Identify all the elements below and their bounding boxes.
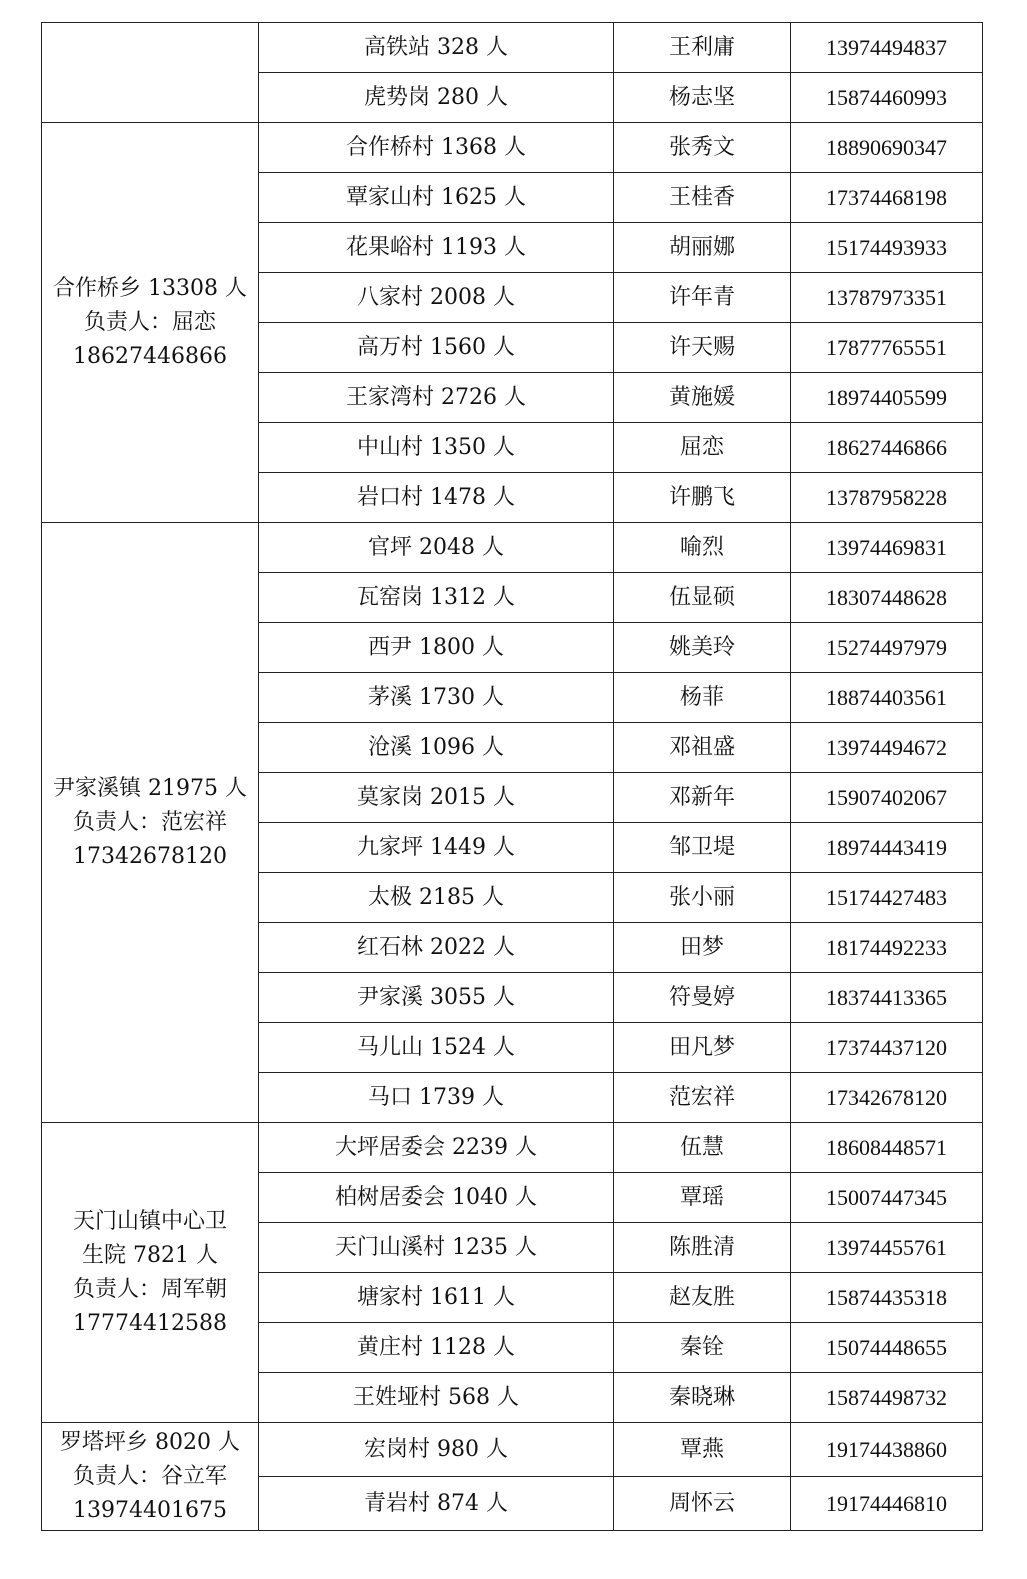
region-line: 合作桥乡 13308 人: [53, 275, 247, 301]
contact-name-cell: 喻烈: [614, 523, 791, 573]
contact-name-cell: 邓新年: [614, 773, 791, 823]
region-line: 尹家溪镇 21975 人: [53, 775, 247, 801]
village-cell: 王姓垭村 568 人: [259, 1373, 614, 1423]
village-cell: 茅溪 1730 人: [259, 673, 614, 723]
region-cell: [42, 123, 259, 523]
phone-cell: 13974494672: [791, 723, 983, 773]
village-cell: 天门山溪村 1235 人: [259, 1223, 614, 1273]
region-line: 18627446866: [73, 343, 227, 369]
contact-name-cell: 张小丽: [614, 873, 791, 923]
region-line: 天门山镇中心卫: [72, 1208, 227, 1234]
village-cell: 塘家村 1611 人: [259, 1273, 614, 1323]
phone-cell: 18627446866: [791, 423, 983, 473]
contact-name-cell: 覃燕: [614, 1423, 791, 1477]
village-cell: 官坪 2048 人: [259, 523, 614, 573]
contact-name-cell: 伍显硕: [614, 573, 791, 623]
village-cell: 青岩村 874 人: [259, 1477, 614, 1531]
village-cell: 王家湾村 2726 人: [259, 373, 614, 423]
table-row: [42, 1123, 983, 1173]
contact-name-cell: 张秀文: [614, 123, 791, 173]
village-cell: 花果峪村 1193 人: [259, 223, 614, 273]
village-cell: 中山村 1350 人: [259, 423, 614, 473]
region-line: 罗塔坪乡 8020 人: [60, 1429, 240, 1455]
contact-name-cell: 胡丽娜: [614, 223, 791, 273]
phone-cell: 15874460993: [791, 73, 983, 123]
village-cell: 高铁站 328 人: [259, 23, 614, 73]
village-cell: 西尹 1800 人: [259, 623, 614, 673]
contact-name-cell: 黄施媛: [614, 373, 791, 423]
region-line: 17774412588: [73, 1310, 227, 1336]
village-cell: 马口 1739 人: [259, 1073, 614, 1123]
table-body: [42, 23, 983, 1531]
contact-name-cell: 符曼婷: [614, 973, 791, 1023]
contact-name-cell: 杨志坚: [614, 73, 791, 123]
village-cell: 覃家山村 1625 人: [259, 173, 614, 223]
phone-cell: 18174492233: [791, 923, 983, 973]
region-cell: [42, 1423, 259, 1531]
region-line: 负责人：范宏祥: [72, 809, 227, 835]
contact-name-cell: 田凡梦: [614, 1023, 791, 1073]
village-cell: 红石林 2022 人: [259, 923, 614, 973]
contact-table-container: [41, 22, 983, 1531]
phone-cell: 18974405599: [791, 373, 983, 423]
region-cell: [42, 523, 259, 1123]
village-cell: 大坪居委会 2239 人: [259, 1123, 614, 1173]
contact-name-cell: 陈胜清: [614, 1223, 791, 1273]
phone-cell: 15874435318: [791, 1273, 983, 1323]
village-cell: 宏岗村 980 人: [259, 1423, 614, 1477]
phone-cell: 15874498732: [791, 1373, 983, 1423]
table-row: [42, 123, 983, 173]
phone-cell: 13974469831: [791, 523, 983, 573]
phone-cell: 18374413365: [791, 973, 983, 1023]
contact-name-cell: 许年青: [614, 273, 791, 323]
contact-name-cell: 杨菲: [614, 673, 791, 723]
region-line: 负责人：谷立军: [72, 1463, 227, 1489]
contact-name-cell: 王桂香: [614, 173, 791, 223]
phone-cell: 13974455761: [791, 1223, 983, 1273]
phone-cell: 17374468198: [791, 173, 983, 223]
phone-cell: 15907402067: [791, 773, 983, 823]
village-cell: 太极 2185 人: [259, 873, 614, 923]
contact-name-cell: 许天赐: [614, 323, 791, 373]
village-cell: 八家村 2008 人: [259, 273, 614, 323]
contact-name-cell: 许鹏飞: [614, 473, 791, 523]
table-row: [42, 1423, 983, 1477]
table-row: [42, 23, 983, 73]
region-line: 负责人：屈恋: [83, 309, 216, 335]
phone-cell: 18874403561: [791, 673, 983, 723]
village-cell: 沧溪 1096 人: [259, 723, 614, 773]
village-cell: 马儿山 1524 人: [259, 1023, 614, 1073]
village-cell: 岩口村 1478 人: [259, 473, 614, 523]
contact-name-cell: 田梦: [614, 923, 791, 973]
contact-name-cell: 周怀云: [614, 1477, 791, 1531]
contact-name-cell: 秦铨: [614, 1323, 791, 1373]
phone-cell: 17877765551: [791, 323, 983, 373]
phone-cell: 18307448628: [791, 573, 983, 623]
village-cell: 莫家岗 2015 人: [259, 773, 614, 823]
region-cell: [42, 1123, 259, 1423]
phone-cell: 13787973351: [791, 273, 983, 323]
village-cell: 合作桥村 1368 人: [259, 123, 614, 173]
phone-cell: 15007447345: [791, 1173, 983, 1223]
phone-cell: 19174438860: [791, 1423, 983, 1477]
village-cell: 黄庄村 1128 人: [259, 1323, 614, 1373]
phone-cell: 15174427483: [791, 873, 983, 923]
village-cell: 虎势岗 280 人: [259, 73, 614, 123]
village-cell: 瓦窑岗 1312 人: [259, 573, 614, 623]
phone-cell: 15174493933: [791, 223, 983, 273]
phone-cell: 18608448571: [791, 1123, 983, 1173]
contact-name-cell: 邹卫堤: [614, 823, 791, 873]
contact-name-cell: 屈恋: [614, 423, 791, 473]
region-line: 13974401675: [73, 1497, 227, 1523]
village-cell: 尹家溪 3055 人: [259, 973, 614, 1023]
village-cell: 九家坪 1449 人: [259, 823, 614, 873]
phone-cell: 13974494837: [791, 23, 983, 73]
region-line: 17342678120: [73, 843, 227, 869]
phone-cell: 19174446810: [791, 1477, 983, 1531]
phone-cell: 17342678120: [791, 1073, 983, 1123]
region-line: 负责人：周军朝: [72, 1276, 227, 1302]
contact-name-cell: 范宏祥: [614, 1073, 791, 1123]
phone-cell: 18974443419: [791, 823, 983, 873]
village-cell: 高万村 1560 人: [259, 323, 614, 373]
phone-cell: 18890690347: [791, 123, 983, 173]
contact-name-cell: 赵友胜: [614, 1273, 791, 1323]
contact-name-cell: 王利庸: [614, 23, 791, 73]
phone-cell: 15074448655: [791, 1323, 983, 1373]
contact-table: [41, 22, 983, 1531]
contact-name-cell: 伍慧: [614, 1123, 791, 1173]
region-cell: [42, 23, 259, 123]
village-cell: 柏树居委会 1040 人: [259, 1173, 614, 1223]
contact-name-cell: 邓祖盛: [614, 723, 791, 773]
region-line: 生院 7821 人: [82, 1242, 218, 1268]
phone-cell: 17374437120: [791, 1023, 983, 1073]
table-row: [42, 523, 983, 573]
phone-cell: 15274497979: [791, 623, 983, 673]
contact-name-cell: 覃瑶: [614, 1173, 791, 1223]
contact-name-cell: 姚美玲: [614, 623, 791, 673]
phone-cell: 13787958228: [791, 473, 983, 523]
contact-name-cell: 秦晓琳: [614, 1373, 791, 1423]
